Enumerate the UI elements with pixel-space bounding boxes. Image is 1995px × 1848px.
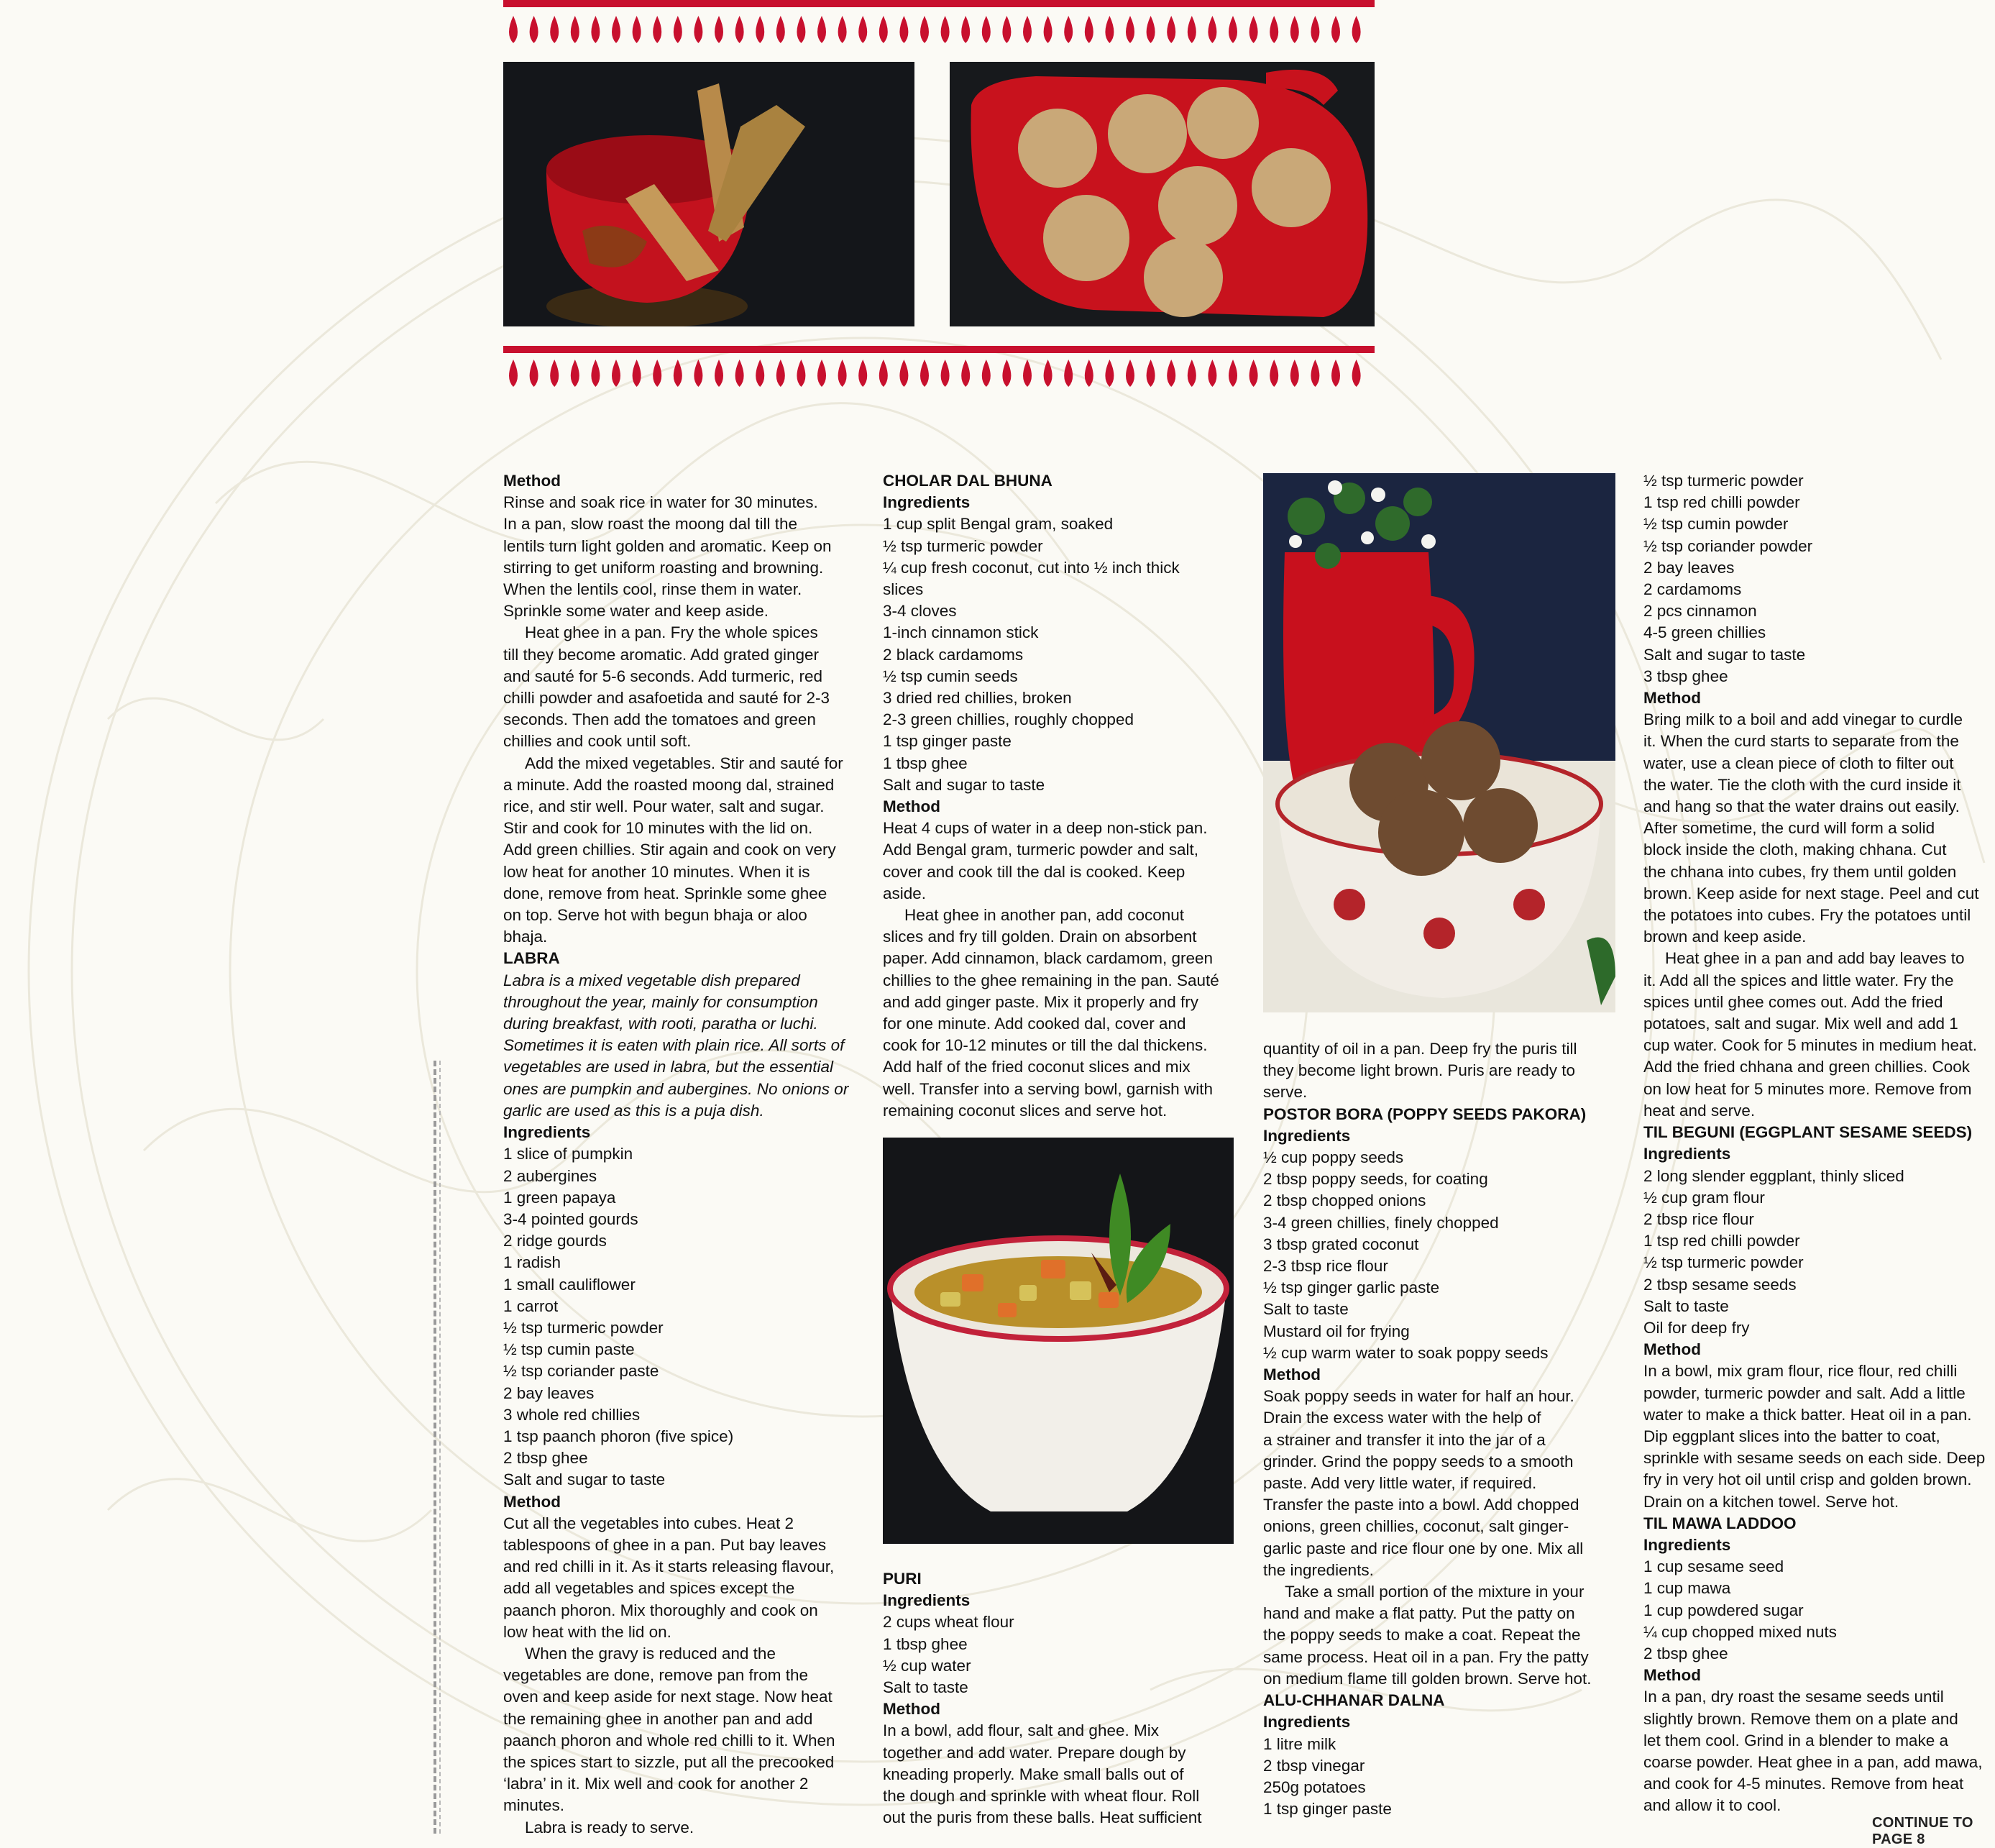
- text-line: 1 radish: [503, 1253, 561, 1272]
- text-line: 2 pcs cinnamon: [1643, 602, 1757, 621]
- text-line: 1 tsp red chilli powder: [1643, 493, 1800, 512]
- puri-ingredients-list: [883, 1611, 1242, 1698]
- alu-method-paragraph-2: [1643, 948, 1994, 1122]
- text-line: 2 bay leaves: [1643, 558, 1735, 577]
- text-line: In a pan, slow roast the moong dal till the: [503, 515, 797, 534]
- text-line: 2 tbsp ghee: [1643, 1644, 1728, 1662]
- text-line: serve.: [1263, 1083, 1308, 1102]
- labra-method-paragraph-3: [503, 1817, 863, 1839]
- sesame-laddoo-dish-photo: [950, 62, 1375, 326]
- text-line: bhaja.: [503, 928, 548, 946]
- text-line: chilli powder and asafoetida and sauté for 2-3: [503, 689, 830, 708]
- text-line: Labra is ready to serve.: [525, 1818, 694, 1836]
- text-line: 1 tsp paanch phoron (five spice): [503, 1427, 734, 1445]
- text-line: ½ tsp turmeric powder: [1643, 1253, 1804, 1272]
- text-line: After sometime, the curd will form a solid: [1643, 819, 1935, 838]
- postor-method-paragraph-2: [1263, 1581, 1623, 1690]
- cholar-method-paragraph-2: [883, 905, 1242, 1122]
- text-line: ½ tsp coriander powder: [1643, 536, 1813, 555]
- text-line: ½ tsp cumin powder: [1643, 515, 1789, 534]
- text-line: Drain on a kitchen towel. Serve hot.: [1643, 1492, 1899, 1511]
- text-line: 2 tbsp rice flour: [1643, 1209, 1754, 1228]
- text-line: a minute. Add the roasted moong dal, strained: [503, 775, 835, 794]
- text-line: the spices start to sizzle, put all the precooked: [503, 1752, 835, 1771]
- text-line: Sprinkle some water and keep aside.: [503, 602, 769, 621]
- text-line: cup water. Cook for 5 minutes in medium heat.: [1643, 1036, 1977, 1055]
- text-line: ½ tsp coriander paste: [503, 1362, 659, 1381]
- text-line: same process. Heat oil in a pan. Fry the patty: [1263, 1647, 1589, 1666]
- text-line: Add the fried chhana and green chillies. Cook: [1643, 1058, 1971, 1076]
- text-line: 1 small cauliflower: [503, 1275, 636, 1294]
- text-line: a strainer and transfer it into the jar of a: [1263, 1430, 1546, 1449]
- text-line: slightly brown. Remove them on a plate and: [1643, 1709, 1958, 1728]
- method-paragraph-2: [503, 622, 863, 752]
- text-line: fry in very hot oil until crisp and golden brown.: [1643, 1470, 1972, 1489]
- text-line: water to make a thick batter. Heat oil in a pan.: [1643, 1405, 1972, 1424]
- text-line: add all vegetables and spices except the: [503, 1579, 795, 1598]
- text-line: the ingredients.: [1263, 1560, 1374, 1579]
- text-line: out the puris from these balls. Heat sufficient: [883, 1808, 1202, 1827]
- text-line: tablespoons of ghee in a pan. Put bay leaves: [503, 1535, 827, 1554]
- postor-ingredients-list: [1263, 1147, 1623, 1364]
- text-line: 3 tbsp grated coconut: [1263, 1235, 1419, 1253]
- text-line: vegetables are done, remove pan from the: [503, 1666, 809, 1685]
- text-line: quantity of oil in a pan. Deep fry the puris till: [1263, 1040, 1577, 1058]
- text-line: it. Add all the spices and little water. Fry the: [1643, 971, 1954, 989]
- text-line: Transfer the paste into a bowl. Add chopped: [1263, 1496, 1579, 1514]
- text-line: ½ tsp turmeric powder: [1643, 472, 1804, 490]
- text-line: 2 tbsp vinegar: [1263, 1756, 1365, 1775]
- text-line: coarse powder. Heat ghee in a pan, add mawa,: [1643, 1752, 1983, 1771]
- labra-ingredients-heading: Ingredients: [503, 1123, 591, 1142]
- text-line: Salt to taste: [883, 1678, 968, 1697]
- text-line: 2 tbsp chopped onions: [1263, 1191, 1426, 1210]
- text-line: on top. Serve hot with begun bhaja or aloo: [503, 906, 807, 925]
- text-line: 1 green papaya: [503, 1188, 616, 1207]
- text-line: spices until ghee comes out. Add the fried: [1643, 992, 1943, 1011]
- method-text: [503, 492, 863, 622]
- text-line: block inside the cloth, making chhana. Cut: [1643, 841, 1947, 859]
- text-line: ½ tsp cumin paste: [503, 1340, 635, 1359]
- text-line: 2 tbsp poppy seeds, for coating: [1263, 1170, 1488, 1189]
- text-line: Salt and sugar to taste: [1643, 645, 1806, 664]
- til-beguni-method-heading: Method: [1643, 1340, 1701, 1359]
- alu-chhanar-title: ALU-CHHANAR DALNA: [1263, 1691, 1445, 1710]
- text-line: Mustard oil for frying: [1263, 1322, 1410, 1340]
- text-line: slices and fry till golden. Drain on absorbent: [883, 928, 1197, 946]
- labra-method-heading: Method: [503, 1492, 561, 1511]
- text-line: In a bowl, mix gram flour, rice flour, red chilli: [1643, 1362, 1958, 1381]
- text-line: 2 cups wheat flour: [883, 1613, 1014, 1632]
- text-line: 250g potatoes: [1263, 1778, 1366, 1796]
- postor-bora-title: POSTOR BORA (POPPY SEEDS PAKORA): [1263, 1104, 1587, 1123]
- text-line: 1 slice of pumpkin: [503, 1145, 633, 1163]
- text-line: done, remove from heat. Sprinkle some ghee: [503, 884, 827, 902]
- text-line: onions, green chillies, coconut, salt ginger-: [1263, 1517, 1569, 1536]
- text-line: 3 tbsp ghee: [1643, 667, 1728, 685]
- text-line: 1 tsp ginger paste: [1263, 1800, 1392, 1819]
- text-line: When the lentils cool, rinse them in water.: [503, 580, 802, 599]
- text-line: 1 cup mawa: [1643, 1579, 1731, 1598]
- til-mawa-ingredients-list: [1643, 1556, 1994, 1665]
- text-line: brown and keep aside.: [1643, 928, 1807, 946]
- text-line: Drain the excess water with the help of: [1263, 1409, 1541, 1427]
- text-line: the poppy seeds to make a coat. Repeat the: [1263, 1626, 1581, 1645]
- text-line: 2 ridge gourds: [503, 1232, 607, 1250]
- column-2-bottom: [883, 1568, 1242, 1829]
- alu-method-text: [1643, 709, 1994, 948]
- text-line: and add ginger paste. Mix it properly and fry: [883, 992, 1198, 1011]
- labra-title: LABRA: [503, 949, 560, 968]
- text-line: 1 litre milk: [1263, 1734, 1336, 1753]
- text-line: till they become aromatic. Add grated ginger: [503, 645, 819, 664]
- puri-method-heading: Method: [883, 1700, 940, 1719]
- sesame-fritters-bowl-photo: [503, 62, 914, 326]
- text-line: the water. Tie the cloth with the curd inside it: [1643, 775, 1961, 794]
- text-line: Salt to taste: [1643, 1296, 1729, 1315]
- column-1: [503, 470, 863, 1839]
- text-line: Labra is a mixed vegetable dish prepared: [503, 971, 800, 989]
- column-3: [1263, 1038, 1623, 1820]
- text-line: ½ tsp ginger garlic paste: [1263, 1278, 1440, 1297]
- text-line: ¼ cup chopped mixed nuts: [1643, 1622, 1837, 1641]
- text-line: rice, and stir well. Pour water, salt and sugar.: [503, 797, 825, 816]
- column-divider-dashed: [434, 1061, 436, 1834]
- text-line: ‘labra’ in it. Mix well and cook for another 2: [503, 1775, 809, 1793]
- text-line: ½ cup water: [883, 1656, 971, 1675]
- text-line: low heat with the lid on.: [503, 1622, 671, 1641]
- text-line: 1 cup sesame seed: [1643, 1557, 1784, 1576]
- cholar-ingredients-heading: Ingredients: [883, 493, 971, 512]
- text-line: Heat ghee in a pan and add bay leaves to: [1665, 949, 1965, 968]
- labra-intro: [503, 970, 863, 1122]
- column-4: [1643, 470, 1994, 1817]
- text-line: Sometimes it is eaten with plain rice. All sorts of: [503, 1036, 845, 1055]
- text-line: ½ cup gram flour: [1643, 1188, 1765, 1207]
- text-line: Dip eggplant slices into the batter to coat,: [1643, 1427, 1940, 1445]
- til-mawa-ingredients-heading: Ingredients: [1643, 1535, 1731, 1554]
- alu-method-heading: Method: [1643, 689, 1701, 708]
- text-line: Add half of the fried coconut slices and mix: [883, 1058, 1191, 1076]
- labra-method-paragraph-2: [503, 1643, 863, 1817]
- text-line: Salt and sugar to taste: [503, 1470, 666, 1489]
- text-line: 2 bay leaves: [503, 1383, 595, 1402]
- text-line: Add Bengal gram, turmeric powder and salt,: [883, 841, 1198, 859]
- til-beguni-method-text: [1643, 1360, 1994, 1512]
- text-line: during breakfast, with rooti, paratha or luchi.: [503, 1015, 818, 1033]
- text-line: and sauté for 5-6 seconds. Add turmeric, red: [503, 667, 822, 685]
- method-paragraph-3: [503, 753, 863, 948]
- text-line: seconds. Then add the tomatoes and green: [503, 710, 816, 729]
- text-line: 2 aubergines: [503, 1166, 597, 1185]
- text-line: the dough and sprinkle with wheat flour. Roll: [883, 1787, 1200, 1806]
- text-line: remaining coconut slices and serve hot.: [883, 1101, 1168, 1120]
- text-line: 1 cup split Bengal gram, soaked: [883, 515, 1114, 534]
- text-line: the potatoes into cubes. Fry the potatoes until: [1643, 906, 1971, 925]
- alu-ingredients-continued: [1643, 470, 1994, 687]
- til-beguni-ingredients-heading: Ingredients: [1643, 1145, 1731, 1163]
- text-line: stirring to get uniform roasting and browning.: [503, 558, 824, 577]
- text-line: vegetables are used in labra, but the essential: [503, 1058, 834, 1076]
- text-line: 2-3 tbsp rice flour: [1263, 1257, 1388, 1276]
- text-line: Add the mixed vegetables. Stir and sauté for: [525, 754, 843, 772]
- puri-method-continued: [1263, 1038, 1623, 1104]
- text-line: 3-4 cloves: [883, 602, 957, 621]
- text-line: Take a small portion of the mixture in your: [1285, 1583, 1584, 1601]
- labra-method-text: [503, 1513, 863, 1643]
- text-line: 1 carrot: [503, 1296, 559, 1315]
- text-line: In a bowl, add flour, salt and ghee. Mix: [883, 1721, 1159, 1740]
- text-line: powder, turmeric powder and salt. Add a little: [1643, 1383, 1966, 1402]
- text-line: it. When the curd starts to separate from the: [1643, 732, 1959, 751]
- postor-method-text: [1263, 1386, 1623, 1581]
- text-line: garlic are used as this is a puja dish.: [503, 1101, 764, 1120]
- text-line: Heat 4 cups of water in a deep non-stick pan.: [883, 819, 1208, 838]
- cholar-ingredients-list: [883, 513, 1242, 796]
- method-heading: Method: [503, 472, 561, 490]
- text-line: 1 tbsp ghee: [883, 1634, 968, 1653]
- labra-bowl-photo: [883, 1138, 1234, 1544]
- text-line: Heat ghee in a pan. Fry the whole spices: [525, 623, 818, 642]
- text-line: for one minute. Add cooked dal, cover and: [883, 1015, 1186, 1033]
- column-divider-dashed-inner: [439, 1061, 441, 1834]
- text-line: Salt and sugar to taste: [883, 775, 1045, 794]
- text-line: chillies to the ghee remaining in the pan. Sauté: [883, 971, 1219, 989]
- text-line: 1 tsp red chilli powder: [1643, 1232, 1800, 1250]
- cholar-dal-title: CHOLAR DAL BHUNA: [883, 472, 1052, 490]
- text-line: on medium flame till golden brown. Serve hot.: [1263, 1669, 1592, 1688]
- text-line: kneading properly. Make small balls out of: [883, 1765, 1184, 1783]
- text-line: 3 whole red chillies: [503, 1405, 641, 1424]
- cholar-method-text: [883, 818, 1242, 905]
- puri-ingredients-heading: Ingredients: [883, 1591, 971, 1610]
- text-line: ½ cup warm water to soak poppy seeds: [1263, 1343, 1549, 1362]
- text-line: 1-inch cinnamon stick: [883, 623, 1039, 642]
- text-line: ¼ cup fresh coconut, cut into ½ inch thick: [883, 558, 1180, 577]
- text-line: potatoes, salt and sugar. Mix well and add 1: [1643, 1015, 1958, 1033]
- text-line: ½ tsp cumin seeds: [883, 667, 1018, 685]
- text-line: 2 black cardamoms: [883, 645, 1024, 664]
- text-line: lentils turn light golden and aromatic. Keep on: [503, 536, 832, 555]
- text-line: Stir and cook for 10 minutes with the lid on.: [503, 819, 813, 838]
- text-line: 1 tsp ginger paste: [883, 732, 1012, 751]
- text-line: low heat for another 10 minutes. When it is: [503, 862, 810, 881]
- text-line: and red chilli in it. As it starts releasing flavour,: [503, 1557, 835, 1576]
- puri-title: PURI: [883, 1570, 922, 1588]
- text-line: garlic paste and rice flour one by one. Mix all: [1263, 1539, 1584, 1557]
- text-line: Heat ghee in another pan, add coconut: [904, 906, 1185, 925]
- text-line: 3 dried red chillies, broken: [883, 689, 1072, 708]
- til-mawa-method-text: [1643, 1686, 1994, 1816]
- text-line: the chhana into cubes, fry them until golden: [1643, 862, 1957, 881]
- text-line: slices: [883, 580, 924, 599]
- text-line: Soak poppy seeds in water for half an hour.: [1263, 1387, 1574, 1406]
- text-line: and allow it to cool.: [1643, 1796, 1781, 1815]
- text-line: sprinkle with sesame seeds on each side. Deep: [1643, 1449, 1986, 1468]
- text-line: brown. Keep aside for next stage. Peel and cut: [1643, 884, 1979, 902]
- text-line: cover and cook till the dal is cooked. Keep: [883, 862, 1185, 881]
- text-line: paper. Add cinnamon, black cardamom, green: [883, 949, 1214, 968]
- text-line: paste. Add very little water, if required.: [1263, 1474, 1537, 1493]
- text-line: chillies and cook until soft.: [503, 732, 692, 751]
- labra-ingredients-list: [503, 1143, 863, 1491]
- alu-ingredients-heading: Ingredients: [1263, 1713, 1351, 1732]
- text-line: 1 tbsp ghee: [883, 754, 968, 772]
- text-line: 2 cardamoms: [1643, 580, 1742, 599]
- text-line: ½ tsp turmeric powder: [883, 536, 1043, 555]
- alu-ingredients-list: [1263, 1734, 1623, 1821]
- text-line: 2 tbsp sesame seeds: [1643, 1275, 1797, 1294]
- cholar-method-heading: Method: [883, 797, 940, 816]
- continue-to-page-link[interactable]: CONTINUE TO PAGE 8: [1872, 1815, 1973, 1847]
- text-line: 1 cup powdered sugar: [1643, 1601, 1804, 1619]
- text-line: oven and keep aside for next stage. Now heat: [503, 1688, 833, 1706]
- bottom-decorative-band: [503, 344, 1375, 394]
- text-line: 2-3 green chillies, roughly chopped: [883, 710, 1134, 729]
- til-mawa-method-heading: Method: [1643, 1666, 1701, 1685]
- text-line: ½ tsp turmeric powder: [503, 1318, 664, 1337]
- poppy-seed-pakora-photo: [1263, 473, 1615, 1012]
- puri-method-text: [883, 1720, 1242, 1829]
- text-line: grinder. Grind the poppy seeds to a smooth: [1263, 1452, 1574, 1470]
- text-line: and hang so that the water drains out easily.: [1643, 797, 1960, 816]
- text-line: 2 long slender eggplant, thinly sliced: [1643, 1166, 1904, 1185]
- text-line: on low heat for 5 minutes more. Remove from: [1643, 1079, 1972, 1098]
- postor-method-heading: Method: [1263, 1366, 1321, 1384]
- text-line: ½ cup poppy seeds: [1263, 1148, 1404, 1167]
- text-line: Cut all the vegetables into cubes. Heat 2: [503, 1514, 794, 1532]
- til-beguni-ingredients-list: [1643, 1166, 1994, 1340]
- til-beguni-title: TIL BEGUNI (EGGPLANT SESAME SEEDS): [1643, 1123, 1973, 1142]
- text-line: water, use a clean piece of cloth to filter out: [1643, 754, 1954, 772]
- text-line: Add green chillies. Stir again and cook on very: [503, 841, 836, 859]
- text-line: cook for 10-12 minutes or till the dal thickens.: [883, 1036, 1208, 1055]
- text-line: minutes.: [503, 1796, 565, 1815]
- text-line: heat and serve.: [1643, 1101, 1756, 1120]
- text-line: 4-5 green chillies: [1643, 623, 1766, 642]
- text-line: paanch phoron. Mix thoroughly and cook on: [503, 1601, 818, 1619]
- text-line: Salt to taste: [1263, 1300, 1349, 1319]
- text-line: the remaining ghee in another pan and add: [503, 1709, 813, 1728]
- text-line: they become light brown. Puris are ready to: [1263, 1061, 1575, 1080]
- text-line: hand and make a flat patty. Put the patty on: [1263, 1604, 1575, 1623]
- text-line: Oil for deep fry: [1643, 1318, 1750, 1337]
- text-line: and cook for 4-5 minutes. Remove from heat: [1643, 1775, 1964, 1793]
- text-line: well. Transfer into a serving bowl, garnish with: [883, 1079, 1213, 1098]
- postor-ingredients-heading: Ingredients: [1263, 1126, 1351, 1145]
- text-line: let them cool. Grind in a blender to make a: [1643, 1731, 1948, 1749]
- text-line: In a pan, dry roast the sesame seeds until: [1643, 1688, 1944, 1706]
- til-mawa-title: TIL MAWA LADDOO: [1643, 1514, 1797, 1532]
- text-line: When the gravy is reduced and the: [525, 1644, 776, 1662]
- top-decorative-band: [503, 0, 1375, 52]
- text-line: 2 tbsp ghee: [503, 1449, 588, 1468]
- text-line: Bring milk to a boil and add vinegar to curdle: [1643, 710, 1963, 729]
- text-line: Rinse and soak rice in water for 30 minutes.: [503, 493, 818, 512]
- text-line: ones are pumpkin and aubergines. No onions or: [503, 1079, 849, 1098]
- text-line: 3-4 green chillies, finely chopped: [1263, 1213, 1499, 1232]
- text-line: together and add water. Prepare dough by: [883, 1743, 1186, 1762]
- text-line: paanch phoron and whole red chilli to it. When: [503, 1731, 835, 1749]
- column-2-top: [883, 470, 1242, 1122]
- text-line: aside.: [883, 884, 927, 902]
- text-line: throughout the year, mainly for consumption: [503, 992, 818, 1011]
- text-line: 3-4 pointed gourds: [503, 1209, 638, 1228]
